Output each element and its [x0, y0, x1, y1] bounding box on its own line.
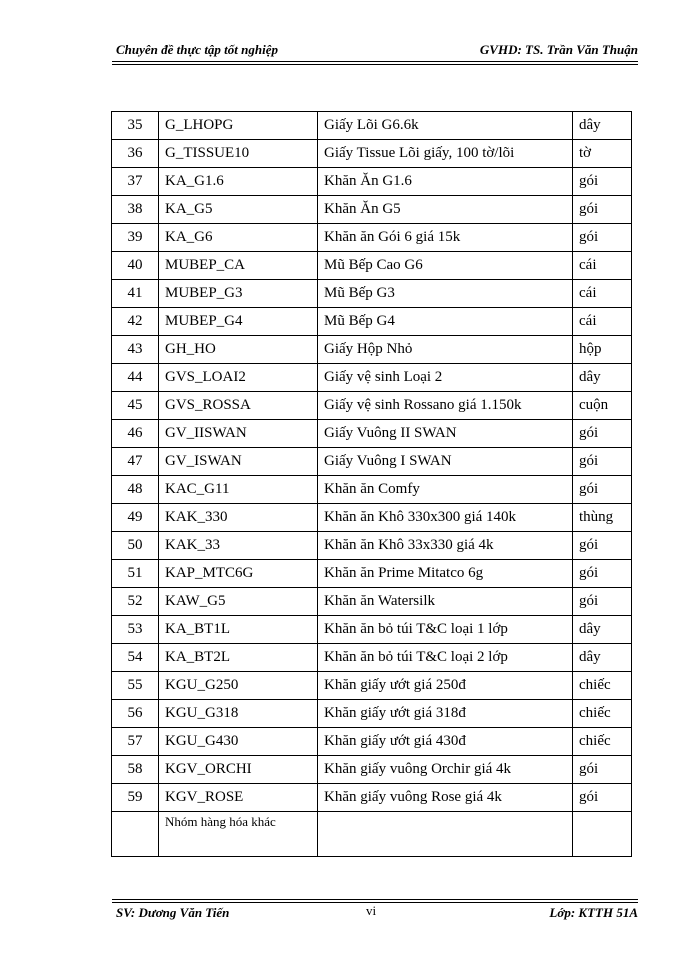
row-number-cell: 59: [112, 784, 159, 812]
product-name-cell: Mũ Bếp Cao G6: [318, 252, 573, 280]
product-code-cell: KGU_G250: [159, 672, 318, 700]
table-row: [112, 616, 632, 644]
unit-cell: cái: [573, 252, 632, 280]
unit-cell: chiếc: [573, 700, 632, 728]
product-name-cell: Khăn ăn bỏ túi T&C loại 1 lớp: [318, 616, 573, 644]
product-name-cell: Giấy Vuông II SWAN: [318, 420, 573, 448]
table-row: [112, 672, 632, 700]
footer-left: SV: Dương Văn Tiến: [116, 905, 230, 920]
product-name-cell: Giấy vệ sinh Rossano giá 1.150k: [318, 392, 573, 420]
footer-right: Lớp: KTTH 51A: [549, 905, 638, 920]
table-row: [112, 644, 632, 672]
row-number-cell: 35: [112, 112, 159, 140]
row-number-cell: 55: [112, 672, 159, 700]
unit-cell: thùng: [573, 504, 632, 532]
table-row: [112, 280, 632, 308]
product-name-cell: Giấy Vuông I SWAN: [318, 448, 573, 476]
product-name-cell: Mũ Bếp G4: [318, 308, 573, 336]
product-name-cell: Khăn ăn Prime Mitatco 6g: [318, 560, 573, 588]
unit-cell: chiếc: [573, 672, 632, 700]
table-row: [112, 336, 632, 364]
product-code-cell: KGU_G430: [159, 728, 318, 756]
unit-cell: dây: [573, 616, 632, 644]
header-right: GVHD: TS. Trần Văn Thuận: [479, 42, 638, 57]
product-code-cell: G_TISSUE10: [159, 140, 318, 168]
unit-cell: hộp: [573, 336, 632, 364]
product-name-cell: Khăn ăn Watersilk: [318, 588, 573, 616]
row-number-cell: 44: [112, 364, 159, 392]
unit-cell: gói: [573, 532, 632, 560]
unit-cell: dây: [573, 364, 632, 392]
row-number-cell: 46: [112, 420, 159, 448]
table-row: [112, 532, 632, 560]
unit-cell: gói: [573, 756, 632, 784]
unit-cell: cuộn: [573, 392, 632, 420]
table-row: [112, 168, 632, 196]
row-number-cell: 39: [112, 224, 159, 252]
table-row: [112, 756, 632, 784]
product-code-cell: GV_IISWAN: [159, 420, 318, 448]
product-code-cell: KA_G6: [159, 224, 318, 252]
table-row: [112, 112, 632, 140]
product-code-cell: G_LHOPG: [159, 112, 318, 140]
product-code-cell: MUBEP_CA: [159, 252, 318, 280]
product-name-cell: Khăn ăn Comfy: [318, 476, 573, 504]
page-number: vi: [366, 903, 377, 918]
product-code-cell: KAK_33: [159, 532, 318, 560]
row-number-cell: 52: [112, 588, 159, 616]
unit-cell: gói: [573, 784, 632, 812]
product-code-cell: GH_HO: [159, 336, 318, 364]
table-row: [112, 700, 632, 728]
product-name-cell: Giấy Hộp Nhỏ: [318, 336, 573, 364]
product-name-cell: Khăn ăn Khô 33x330 giá 4k: [318, 532, 573, 560]
row-number-cell: 40: [112, 252, 159, 280]
product-code-cell: KA_BT1L: [159, 616, 318, 644]
unit-cell: gói: [573, 588, 632, 616]
product-name-cell: Khăn giấy ướt giá 318đ: [318, 700, 573, 728]
product-name-cell: Khăn Ăn G5: [318, 196, 573, 224]
table-row: [112, 504, 632, 532]
unit-cell: gói: [573, 196, 632, 224]
product-code-cell: GV_ISWAN: [159, 448, 318, 476]
product-table-body: [112, 112, 632, 857]
product-code-cell: MUBEP_G4: [159, 308, 318, 336]
product-code-cell: GVS_ROSSA: [159, 392, 318, 420]
unit-cell: gói: [573, 476, 632, 504]
product-code-cell: KAK_330: [159, 504, 318, 532]
row-number-cell: 54: [112, 644, 159, 672]
unit-cell: chiếc: [573, 728, 632, 756]
product-name-cell: Khăn giấy vuông Rose giá 4k: [318, 784, 573, 812]
product-code-cell: Nhóm hàng hóa khác: [159, 812, 318, 857]
product-name-cell: Khăn ăn Khô 330x300 giá 140k: [318, 504, 573, 532]
table-row: [112, 476, 632, 504]
product-name-cell: Mũ Bếp G3: [318, 280, 573, 308]
product-name-cell: Khăn Ăn G1.6: [318, 168, 573, 196]
table-row: [112, 196, 632, 224]
row-number-cell: 47: [112, 448, 159, 476]
product-code-cell: KAW_G5: [159, 588, 318, 616]
row-number-cell: 48: [112, 476, 159, 504]
table-row: [112, 448, 632, 476]
product-table: [111, 111, 632, 857]
row-number-cell: 50: [112, 532, 159, 560]
unit-cell: dây: [573, 644, 632, 672]
product-code-cell: KA_G5: [159, 196, 318, 224]
unit-cell: tờ: [573, 140, 632, 168]
row-number-cell: 38: [112, 196, 159, 224]
unit-cell: gói: [573, 448, 632, 476]
table-row: [112, 728, 632, 756]
product-name-cell: Khăn giấy vuông Orchir giá 4k: [318, 756, 573, 784]
row-number-cell: 45: [112, 392, 159, 420]
row-number-cell: 43: [112, 336, 159, 364]
row-number-cell: 51: [112, 560, 159, 588]
product-code-cell: GVS_LOAI2: [159, 364, 318, 392]
unit-cell: gói: [573, 224, 632, 252]
product-name-cell: Khăn ăn Gói 6 giá 15k: [318, 224, 573, 252]
table-row: [112, 308, 632, 336]
product-name-cell: Giấy Tissue Lõi giấy, 100 tờ/lõi: [318, 140, 573, 168]
product-name-cell: Giấy vệ sinh Loại 2: [318, 364, 573, 392]
row-number-cell: [112, 812, 159, 857]
unit-cell: cái: [573, 308, 632, 336]
table-row: [112, 588, 632, 616]
table-row: [112, 224, 632, 252]
unit-cell: [573, 812, 632, 857]
unit-cell: gói: [573, 560, 632, 588]
table-row: [112, 420, 632, 448]
product-code-cell: KGV_ORCHI: [159, 756, 318, 784]
table-row: [112, 140, 632, 168]
product-code-cell: MUBEP_G3: [159, 280, 318, 308]
product-name-cell: Khăn giấy ướt giá 250đ: [318, 672, 573, 700]
product-name-cell: Khăn giấy ướt giá 430đ: [318, 728, 573, 756]
product-name-cell: [318, 812, 573, 857]
row-number-cell: 53: [112, 616, 159, 644]
row-number-cell: 41: [112, 280, 159, 308]
product-name-cell: Khăn ăn bỏ túi T&C loại 2 lớp: [318, 644, 573, 672]
row-number-cell: 58: [112, 756, 159, 784]
table-row: [112, 252, 632, 280]
table-row: [112, 560, 632, 588]
table-row: [112, 392, 632, 420]
row-number-cell: 49: [112, 504, 159, 532]
product-code-cell: KA_BT2L: [159, 644, 318, 672]
product-code-cell: KAC_G11: [159, 476, 318, 504]
row-number-cell: 36: [112, 140, 159, 168]
header-rule: [112, 61, 638, 65]
table-row: [112, 364, 632, 392]
product-code-cell: KAP_MTC6G: [159, 560, 318, 588]
table-row: [112, 812, 632, 857]
product-code-cell: KGV_ROSE: [159, 784, 318, 812]
unit-cell: dây: [573, 112, 632, 140]
row-number-cell: 37: [112, 168, 159, 196]
unit-cell: cái: [573, 280, 632, 308]
product-name-cell: Giấy Lõi G6.6k: [318, 112, 573, 140]
unit-cell: gói: [573, 420, 632, 448]
row-number-cell: 56: [112, 700, 159, 728]
row-number-cell: 42: [112, 308, 159, 336]
product-code-cell: KA_G1.6: [159, 168, 318, 196]
product-code-cell: KGU_G318: [159, 700, 318, 728]
table-row: [112, 784, 632, 812]
row-number-cell: 57: [112, 728, 159, 756]
unit-cell: gói: [573, 168, 632, 196]
header-left: Chuyên đề thực tập tốt nghiệp: [116, 42, 278, 57]
